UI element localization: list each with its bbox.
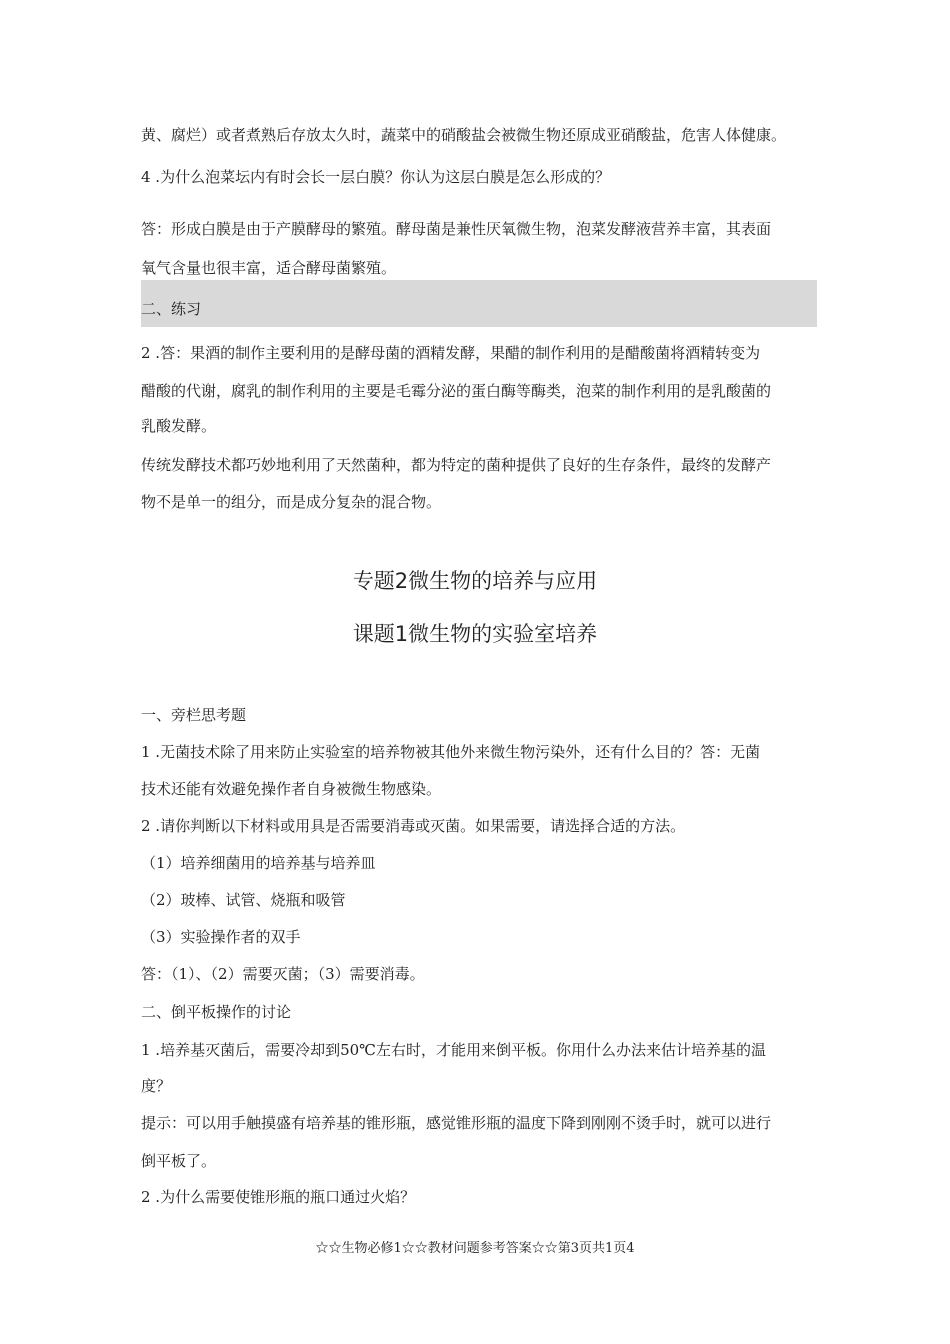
section-heading-practice: 二、练习 (141, 300, 202, 318)
section-heading-sidebar-questions: 一、旁栏思考题 (141, 706, 247, 724)
practice-answer-2-line-1: 2 .答：果酒的制作主要利用的是酵母菌的酒精发酵，果醋的制作利用的是醋酸菌将酒精转变为 (141, 344, 761, 362)
practice-paragraph-line-2: 物不是单一的组分，而是成分复杂的混合物。 (141, 493, 442, 511)
lesson-title: 课题1微生物的实验室培养 (352, 622, 598, 646)
practice-answer-2-line-2: 醋酸的代谢，腐乳的制作利用的主要是毛霉分泌的蛋白酶等酶类，泡菜的制作利用的是乳酸菌的 (141, 382, 772, 400)
list-item: （2）玻棒、试管、烧瓶和吸管 (141, 891, 346, 909)
sidebar-answer: 答：（1）、（2）需要灭菌；（3）需要消毒。 (141, 965, 425, 983)
question-4: 4 .为什么泡菜坛内有时会长一层白膜？你认为这层白膜是怎么形成的？ (141, 168, 611, 186)
list-item: （1）培养细菌用的培养基与培养皿 (141, 854, 376, 872)
section-heading-pouring-plates: 二、倒平板操作的讨论 (141, 1003, 292, 1021)
pouring-question-1-line-1: 1 .培养基灭菌后，需要冷却到50℃左右时，才能用来倒平板。你用什么办法来估计培养基的温 (141, 1041, 766, 1059)
answer-4-line-2: 氧气含量也很丰富，适合酵母菌繁殖。 (141, 259, 397, 277)
page-footer: ☆☆生物必修1☆☆教材问题参考答案☆☆第3页共1页4 (315, 1241, 635, 1256)
pouring-question-2: 2 .为什么需要使锥形瓶的瓶口通过火焰？ (141, 1188, 416, 1206)
topic-title: 专题2微生物的培养与应用 (352, 569, 598, 593)
pouring-hint-line-2: 倒平板了。 (141, 1152, 217, 1170)
pouring-hint-line-1: 提示：可以用手触摸盛有培养基的锥形瓶，感觉锥形瓶的温度下降到刚刚不烫手时，就可以进行 (141, 1114, 772, 1132)
sidebar-question-1-line-1: 1 .无菌技术除了用来防止实验室的培养物被其他外来微生物污染外，还有什么目的？答：无菌 (141, 743, 761, 761)
practice-answer-2-line-3: 乳酸发酵。 (141, 417, 217, 435)
list-item: （3）实验操作者的双手 (141, 928, 301, 946)
sidebar-question-2: 2 .请你判断以下材料或用具是否需要消毒或灭菌。如果需要，请选择合适的方法。 (141, 817, 686, 835)
pouring-question-1-line-2: 度？ (141, 1077, 172, 1095)
sidebar-question-1-line-2: 技术还能有效避免操作者自身被微生物感染。 (141, 780, 442, 798)
text-line: 黄、腐烂）或者煮熟后存放太久时，蔬菜中的硝酸盐会被微生物还原成亚硝酸盐，危害人体健康。 (141, 126, 787, 144)
answer-4-line-1: 答：形成白膜是由于产膜酵母的繁殖。酵母菌是兼性厌氧微生物，泡菜发酵液营养丰富，其表面 (141, 220, 772, 238)
practice-paragraph-line-1: 传统发酵技术都巧妙地利用了天然菌种，都为特定的菌种提供了良好的生存条件，最终的发酵产 (141, 456, 772, 474)
